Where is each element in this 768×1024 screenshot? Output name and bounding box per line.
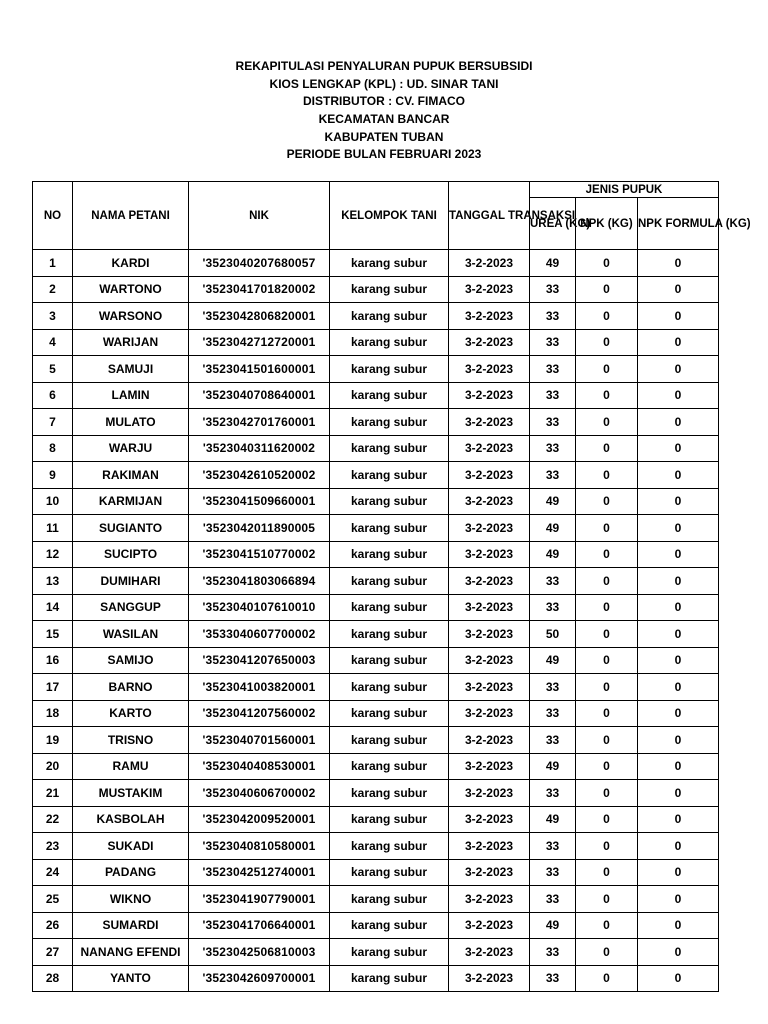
cell-urea: 33 bbox=[530, 965, 576, 992]
cell-nama-petani: RAMU bbox=[73, 753, 189, 780]
cell-npk-formula: 0 bbox=[638, 409, 719, 436]
col-header-jenis-pupuk: JENIS PUPUK bbox=[530, 182, 719, 198]
table-row bbox=[33, 356, 719, 383]
col-header-no: NO bbox=[33, 182, 73, 250]
cell-kelompok-tani: karang subur bbox=[330, 568, 449, 595]
cell-urea: 49 bbox=[530, 250, 576, 277]
cell-npk: 0 bbox=[576, 700, 638, 727]
cell-npk: 0 bbox=[576, 515, 638, 542]
cell-tanggal-transaksi: 3-2-2023 bbox=[449, 727, 530, 754]
table-row bbox=[33, 435, 719, 462]
cell-nik: '3523042506810003 bbox=[189, 939, 330, 966]
cell-npk: 0 bbox=[576, 912, 638, 939]
cell-nama-petani: LAMIN bbox=[73, 382, 189, 409]
table-row bbox=[33, 594, 719, 621]
cell-nik: '3523040606700002 bbox=[189, 780, 330, 807]
cell-npk: 0 bbox=[576, 727, 638, 754]
cell-no: 18 bbox=[33, 700, 73, 727]
cell-nama-petani: WIKNO bbox=[73, 886, 189, 913]
cell-no: 7 bbox=[33, 409, 73, 436]
cell-npk-formula: 0 bbox=[638, 806, 719, 833]
cell-tanggal-transaksi: 3-2-2023 bbox=[449, 674, 530, 701]
cell-nama-petani: SUGIANTO bbox=[73, 515, 189, 542]
cell-npk: 0 bbox=[576, 621, 638, 648]
cell-no: 10 bbox=[33, 488, 73, 515]
cell-urea: 33 bbox=[530, 939, 576, 966]
cell-no: 14 bbox=[33, 594, 73, 621]
cell-no: 3 bbox=[33, 303, 73, 330]
cell-kelompok-tani: karang subur bbox=[330, 276, 449, 303]
cell-npk-formula: 0 bbox=[638, 753, 719, 780]
header-kabupaten: KABUPATEN TUBAN bbox=[324, 129, 444, 144]
cell-npk-formula: 0 bbox=[638, 674, 719, 701]
cell-kelompok-tani: karang subur bbox=[330, 806, 449, 833]
cell-tanggal-transaksi: 3-2-2023 bbox=[449, 833, 530, 860]
rekap-table bbox=[32, 181, 751, 992]
cell-nik: '3523042009520001 bbox=[189, 806, 330, 833]
cell-nik: '3523040701560001 bbox=[189, 727, 330, 754]
cell-kelompok-tani: karang subur bbox=[330, 382, 449, 409]
cell-nama-petani: TRISNO bbox=[73, 727, 189, 754]
cell-no: 1 bbox=[33, 250, 73, 277]
cell-tanggal-transaksi: 3-2-2023 bbox=[449, 303, 530, 330]
cell-nama-petani: WARSONO bbox=[73, 303, 189, 330]
table-row bbox=[33, 515, 719, 542]
table-row bbox=[33, 329, 719, 356]
cell-kelompok-tani: karang subur bbox=[330, 250, 449, 277]
cell-nik: '3523042011890005 bbox=[189, 515, 330, 542]
table-row bbox=[33, 647, 719, 674]
cell-tanggal-transaksi: 3-2-2023 bbox=[449, 753, 530, 780]
cell-tanggal-transaksi: 3-2-2023 bbox=[449, 700, 530, 727]
cell-nama-petani: PADANG bbox=[73, 859, 189, 886]
cell-kelompok-tani: karang subur bbox=[330, 859, 449, 886]
cell-urea: 33 bbox=[530, 568, 576, 595]
cell-npk: 0 bbox=[576, 833, 638, 860]
header-periode: PERIODE BULAN FEBRUARI 2023 bbox=[286, 147, 482, 162]
cell-kelompok-tani: karang subur bbox=[330, 303, 449, 330]
cell-tanggal-transaksi: 3-2-2023 bbox=[449, 488, 530, 515]
cell-urea: 33 bbox=[530, 435, 576, 462]
cell-no: 16 bbox=[33, 647, 73, 674]
table-row bbox=[33, 303, 719, 330]
col-header-nik: NIK bbox=[189, 182, 330, 250]
cell-nik: '3523040810580001 bbox=[189, 833, 330, 860]
table-row bbox=[33, 250, 719, 277]
cell-kelompok-tani: karang subur bbox=[330, 912, 449, 939]
cell-urea: 33 bbox=[530, 409, 576, 436]
cell-nik: '3523040107610010 bbox=[189, 594, 330, 621]
cell-npk: 0 bbox=[576, 939, 638, 966]
cell-tanggal-transaksi: 3-2-2023 bbox=[449, 621, 530, 648]
cell-no: 11 bbox=[33, 515, 73, 542]
cell-nama-petani: KASBOLAH bbox=[73, 806, 189, 833]
cell-npk-formula: 0 bbox=[638, 621, 719, 648]
cell-npk-formula: 0 bbox=[638, 594, 719, 621]
cell-npk: 0 bbox=[576, 859, 638, 886]
cell-npk-formula: 0 bbox=[638, 939, 719, 966]
document-header bbox=[0, 58, 768, 164]
cell-nama-petani: SUMARDI bbox=[73, 912, 189, 939]
cell-no: 19 bbox=[33, 727, 73, 754]
col-header-kelompok-tani: KELOMPOK TANI bbox=[330, 182, 449, 250]
cell-tanggal-transaksi: 3-2-2023 bbox=[449, 859, 530, 886]
cell-npk: 0 bbox=[576, 488, 638, 515]
cell-urea: 33 bbox=[530, 462, 576, 489]
cell-npk-formula: 0 bbox=[638, 462, 719, 489]
cell-no: 12 bbox=[33, 541, 73, 568]
table-row bbox=[33, 859, 719, 886]
table-row bbox=[33, 674, 719, 701]
table-row bbox=[33, 886, 719, 913]
cell-nama-petani: RAKIMAN bbox=[73, 462, 189, 489]
cell-kelompok-tani: karang subur bbox=[330, 435, 449, 462]
table-row bbox=[33, 833, 719, 860]
cell-nik: '3533040607700002 bbox=[189, 621, 330, 648]
col-header-npk: NPK (KG) bbox=[576, 198, 638, 250]
cell-nik: '3523040207680057 bbox=[189, 250, 330, 277]
cell-no: 21 bbox=[33, 780, 73, 807]
cell-nik: '3523042712720001 bbox=[189, 329, 330, 356]
cell-tanggal-transaksi: 3-2-2023 bbox=[449, 594, 530, 621]
cell-no: 28 bbox=[33, 965, 73, 992]
cell-urea: 49 bbox=[530, 912, 576, 939]
table-row bbox=[33, 780, 719, 807]
table-row bbox=[33, 276, 719, 303]
table-body bbox=[33, 250, 719, 992]
col-header-tanggal-transaksi: TANGGAL TRANSAKSI bbox=[449, 182, 530, 250]
table-row bbox=[33, 727, 719, 754]
cell-nama-petani: NANANG EFENDI bbox=[73, 939, 189, 966]
cell-kelompok-tani: karang subur bbox=[330, 621, 449, 648]
cell-no: 23 bbox=[33, 833, 73, 860]
table-row bbox=[33, 965, 719, 992]
cell-npk-formula: 0 bbox=[638, 700, 719, 727]
cell-npk-formula: 0 bbox=[638, 965, 719, 992]
cell-nama-petani: SAMIJO bbox=[73, 647, 189, 674]
cell-npk: 0 bbox=[576, 276, 638, 303]
cell-npk-formula: 0 bbox=[638, 727, 719, 754]
cell-nik: '3523040708640001 bbox=[189, 382, 330, 409]
cell-tanggal-transaksi: 3-2-2023 bbox=[449, 276, 530, 303]
cell-kelompok-tani: karang subur bbox=[330, 356, 449, 383]
cell-nama-petani: SUCIPTO bbox=[73, 541, 189, 568]
cell-npk: 0 bbox=[576, 674, 638, 701]
cell-urea: 49 bbox=[530, 488, 576, 515]
cell-urea: 33 bbox=[530, 382, 576, 409]
cell-nama-petani: WASILAN bbox=[73, 621, 189, 648]
cell-nama-petani: KARDI bbox=[73, 250, 189, 277]
cell-no: 17 bbox=[33, 674, 73, 701]
cell-tanggal-transaksi: 3-2-2023 bbox=[449, 435, 530, 462]
table-row bbox=[33, 753, 719, 780]
cell-nama-petani: WARTONO bbox=[73, 276, 189, 303]
header-distributor: DISTRIBUTOR : CV. FIMACO bbox=[302, 94, 465, 109]
cell-no: 4 bbox=[33, 329, 73, 356]
cell-npk-formula: 0 bbox=[638, 382, 719, 409]
cell-npk-formula: 0 bbox=[638, 912, 719, 939]
cell-urea: 33 bbox=[530, 833, 576, 860]
cell-tanggal-transaksi: 3-2-2023 bbox=[449, 965, 530, 992]
cell-nik: '3523041207650003 bbox=[189, 647, 330, 674]
cell-nik: '3523042609700001 bbox=[189, 965, 330, 992]
cell-no: 6 bbox=[33, 382, 73, 409]
cell-no: 26 bbox=[33, 912, 73, 939]
cell-tanggal-transaksi: 3-2-2023 bbox=[449, 886, 530, 913]
cell-nik: '3523042610520002 bbox=[189, 462, 330, 489]
cell-npk-formula: 0 bbox=[638, 541, 719, 568]
cell-npk: 0 bbox=[576, 647, 638, 674]
cell-urea: 33 bbox=[530, 780, 576, 807]
cell-npk: 0 bbox=[576, 780, 638, 807]
cell-tanggal-transaksi: 3-2-2023 bbox=[449, 462, 530, 489]
cell-npk: 0 bbox=[576, 303, 638, 330]
cell-urea: 50 bbox=[530, 621, 576, 648]
cell-nama-petani: SANGGUP bbox=[73, 594, 189, 621]
cell-tanggal-transaksi: 3-2-2023 bbox=[449, 329, 530, 356]
cell-kelompok-tani: karang subur bbox=[330, 727, 449, 754]
cell-npk: 0 bbox=[576, 806, 638, 833]
cell-no: 27 bbox=[33, 939, 73, 966]
cell-tanggal-transaksi: 3-2-2023 bbox=[449, 409, 530, 436]
cell-npk-formula: 0 bbox=[638, 276, 719, 303]
cell-npk-formula: 0 bbox=[638, 859, 719, 886]
cell-npk: 0 bbox=[576, 329, 638, 356]
cell-nama-petani: KARTO bbox=[73, 700, 189, 727]
cell-npk: 0 bbox=[576, 250, 638, 277]
cell-urea: 33 bbox=[530, 674, 576, 701]
table-row bbox=[33, 700, 719, 727]
cell-nik: '3523041003820001 bbox=[189, 674, 330, 701]
table-row bbox=[33, 541, 719, 568]
cell-kelompok-tani: karang subur bbox=[330, 462, 449, 489]
cell-nik: '3523041701820002 bbox=[189, 276, 330, 303]
cell-npk: 0 bbox=[576, 462, 638, 489]
table-row bbox=[33, 568, 719, 595]
cell-no: 5 bbox=[33, 356, 73, 383]
cell-kelompok-tani: karang subur bbox=[330, 886, 449, 913]
cell-urea: 33 bbox=[530, 700, 576, 727]
cell-kelompok-tani: karang subur bbox=[330, 409, 449, 436]
cell-npk: 0 bbox=[576, 886, 638, 913]
cell-kelompok-tani: karang subur bbox=[330, 515, 449, 542]
cell-npk-formula: 0 bbox=[638, 488, 719, 515]
cell-no: 13 bbox=[33, 568, 73, 595]
cell-nik: '3523042806820001 bbox=[189, 303, 330, 330]
cell-urea: 49 bbox=[530, 647, 576, 674]
cell-nama-petani: MULATO bbox=[73, 409, 189, 436]
cell-npk: 0 bbox=[576, 356, 638, 383]
cell-npk-formula: 0 bbox=[638, 250, 719, 277]
cell-npk-formula: 0 bbox=[638, 329, 719, 356]
cell-kelompok-tani: karang subur bbox=[330, 753, 449, 780]
cell-nama-petani: SAMUJI bbox=[73, 356, 189, 383]
cell-npk: 0 bbox=[576, 541, 638, 568]
header-title: REKAPITULASI PENYALURAN PUPUK BERSUBSIDI bbox=[235, 59, 533, 73]
cell-tanggal-transaksi: 3-2-2023 bbox=[449, 356, 530, 383]
cell-urea: 33 bbox=[530, 727, 576, 754]
cell-nama-petani: WARJU bbox=[73, 435, 189, 462]
cell-urea: 33 bbox=[530, 594, 576, 621]
cell-kelompok-tani: karang subur bbox=[330, 833, 449, 860]
cell-nik: '3523041706640001 bbox=[189, 912, 330, 939]
cell-urea: 33 bbox=[530, 303, 576, 330]
cell-kelompok-tani: karang subur bbox=[330, 700, 449, 727]
cell-tanggal-transaksi: 3-2-2023 bbox=[449, 568, 530, 595]
cell-nama-petani: SUKADI bbox=[73, 833, 189, 860]
cell-urea: 33 bbox=[530, 276, 576, 303]
cell-tanggal-transaksi: 3-2-2023 bbox=[449, 806, 530, 833]
cell-no: 25 bbox=[33, 886, 73, 913]
cell-tanggal-transaksi: 3-2-2023 bbox=[449, 515, 530, 542]
cell-kelompok-tani: karang subur bbox=[330, 674, 449, 701]
cell-npk-formula: 0 bbox=[638, 833, 719, 860]
col-header-nama-petani: NAMA PETANI bbox=[73, 182, 189, 250]
col-header-npk-formula: NPK FORMULA (KG) bbox=[638, 198, 719, 250]
cell-tanggal-transaksi: 3-2-2023 bbox=[449, 382, 530, 409]
cell-nik: '3523041803066894 bbox=[189, 568, 330, 595]
cell-npk-formula: 0 bbox=[638, 647, 719, 674]
cell-no: 20 bbox=[33, 753, 73, 780]
cell-npk-formula: 0 bbox=[638, 886, 719, 913]
cell-tanggal-transaksi: 3-2-2023 bbox=[449, 541, 530, 568]
cell-nik: '3523041907790001 bbox=[189, 886, 330, 913]
cell-tanggal-transaksi: 3-2-2023 bbox=[449, 780, 530, 807]
cell-npk: 0 bbox=[576, 435, 638, 462]
cell-kelompok-tani: karang subur bbox=[330, 780, 449, 807]
cell-npk: 0 bbox=[576, 382, 638, 409]
cell-nama-petani: WARIJAN bbox=[73, 329, 189, 356]
header-kios: KIOS LENGKAP (KPL) : UD. SINAR TANI bbox=[269, 76, 499, 91]
cell-no: 9 bbox=[33, 462, 73, 489]
cell-kelompok-tani: karang subur bbox=[330, 965, 449, 992]
cell-urea: 49 bbox=[530, 515, 576, 542]
table-row bbox=[33, 382, 719, 409]
table-row bbox=[33, 409, 719, 436]
cell-npk: 0 bbox=[576, 965, 638, 992]
cell-npk: 0 bbox=[576, 568, 638, 595]
cell-kelompok-tani: karang subur bbox=[330, 939, 449, 966]
cell-npk-formula: 0 bbox=[638, 435, 719, 462]
cell-npk: 0 bbox=[576, 594, 638, 621]
cell-urea: 49 bbox=[530, 753, 576, 780]
cell-npk-formula: 0 bbox=[638, 515, 719, 542]
cell-npk: 0 bbox=[576, 409, 638, 436]
cell-nik: '3523041510770002 bbox=[189, 541, 330, 568]
cell-kelompok-tani: karang subur bbox=[330, 594, 449, 621]
cell-nama-petani: KARMIJAN bbox=[73, 488, 189, 515]
cell-no: 15 bbox=[33, 621, 73, 648]
cell-kelompok-tani: karang subur bbox=[330, 647, 449, 674]
cell-kelompok-tani: karang subur bbox=[330, 329, 449, 356]
cell-urea: 33 bbox=[530, 886, 576, 913]
cell-no: 22 bbox=[33, 806, 73, 833]
cell-nik: '3523042512740001 bbox=[189, 859, 330, 886]
cell-tanggal-transaksi: 3-2-2023 bbox=[449, 912, 530, 939]
cell-nama-petani: MUSTAKIM bbox=[73, 780, 189, 807]
cell-nik: '3523040408530001 bbox=[189, 753, 330, 780]
cell-nama-petani: YANTO bbox=[73, 965, 189, 992]
cell-no: 24 bbox=[33, 859, 73, 886]
cell-no: 8 bbox=[33, 435, 73, 462]
cell-nama-petani: DUMIHARI bbox=[73, 568, 189, 595]
cell-tanggal-transaksi: 3-2-2023 bbox=[449, 939, 530, 966]
table-row bbox=[33, 912, 719, 939]
table-row bbox=[33, 488, 719, 515]
cell-npk: 0 bbox=[576, 753, 638, 780]
cell-no: 2 bbox=[33, 276, 73, 303]
cell-tanggal-transaksi: 3-2-2023 bbox=[449, 250, 530, 277]
cell-nik: '3523041509660001 bbox=[189, 488, 330, 515]
cell-urea: 33 bbox=[530, 329, 576, 356]
col-header-urea: UREA (KG) bbox=[530, 198, 576, 250]
cell-npk-formula: 0 bbox=[638, 568, 719, 595]
cell-npk-formula: 0 bbox=[638, 356, 719, 383]
cell-nik: '3523042701760001 bbox=[189, 409, 330, 436]
cell-kelompok-tani: karang subur bbox=[330, 541, 449, 568]
table-row bbox=[33, 939, 719, 966]
cell-nama-petani: BARNO bbox=[73, 674, 189, 701]
cell-urea: 49 bbox=[530, 541, 576, 568]
cell-kelompok-tani: karang subur bbox=[330, 488, 449, 515]
table-row bbox=[33, 621, 719, 648]
cell-npk-formula: 0 bbox=[638, 303, 719, 330]
cell-nik: '3523041501600001 bbox=[189, 356, 330, 383]
cell-npk-formula: 0 bbox=[638, 780, 719, 807]
cell-tanggal-transaksi: 3-2-2023 bbox=[449, 647, 530, 674]
cell-nik: '3523041207560002 bbox=[189, 700, 330, 727]
table-row bbox=[33, 462, 719, 489]
cell-urea: 33 bbox=[530, 859, 576, 886]
cell-urea: 33 bbox=[530, 356, 576, 383]
table-row bbox=[33, 806, 719, 833]
header-kecamatan: KECAMATAN BANCAR bbox=[318, 112, 450, 127]
cell-nik: '3523040311620002 bbox=[189, 435, 330, 462]
cell-urea: 49 bbox=[530, 806, 576, 833]
